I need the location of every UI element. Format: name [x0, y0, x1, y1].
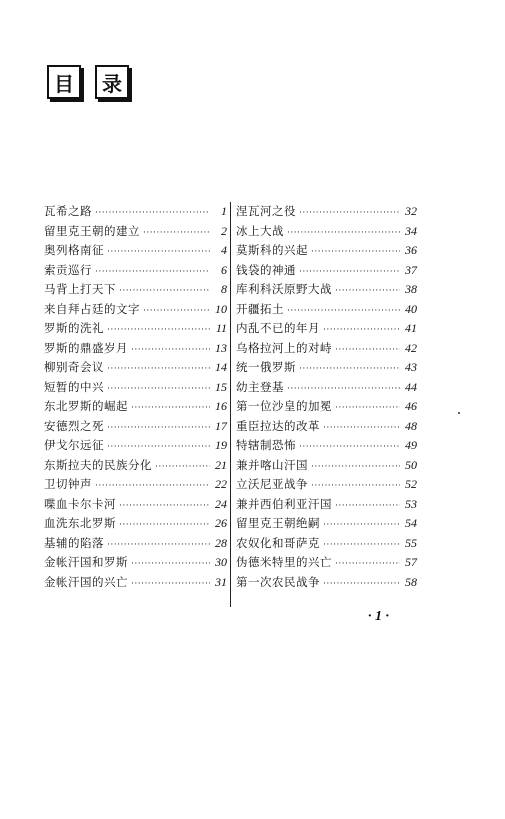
- toc-entry-page: 10: [215, 301, 227, 316]
- toc-entry: [236, 202, 417, 222]
- toc-entry-page: 48: [405, 418, 417, 433]
- toc-entry: [44, 202, 227, 222]
- dot-leader: [335, 399, 400, 419]
- toc-entry-title: 伊戈尔远征: [44, 438, 104, 452]
- toc-entry: [44, 417, 227, 437]
- dot-leader: [131, 575, 210, 595]
- toc-entry-page: 41: [405, 321, 417, 335]
- dot-leader: [311, 243, 400, 263]
- dot-leader: [131, 399, 210, 419]
- toc-entry: [236, 378, 417, 398]
- dot-leader: [119, 497, 210, 517]
- toc-entry: [236, 514, 417, 534]
- toc-entry-title: 统一俄罗斯: [236, 360, 296, 374]
- toc-entry-title: 基辅的陷落: [44, 535, 104, 550]
- toc-entry-title: 金帐汗国和罗斯: [44, 555, 128, 569]
- toc-entry: [236, 339, 417, 359]
- toc-entry-page: 16: [215, 399, 227, 413]
- toc-entry-title: 罗斯的洗礼: [44, 321, 104, 335]
- toc-entry-page: 15: [215, 379, 227, 394]
- toc-entry-page: 50: [405, 457, 417, 472]
- toc-entry-title: 卫切钟声: [44, 477, 92, 491]
- toc-entry: [44, 319, 227, 339]
- toc-entry-page: 6: [221, 262, 227, 277]
- toc-entry-title: 血洗东北罗斯: [44, 516, 116, 530]
- toc-entry-title: 罗斯的鼎盛岁月: [44, 340, 128, 355]
- toc-entry: [44, 261, 227, 281]
- toc-entry-page: 42: [405, 340, 417, 355]
- toc-entry-title: 来自拜占廷的文字: [44, 301, 140, 316]
- toc-entry: [44, 339, 227, 359]
- dot-leader: [323, 516, 400, 536]
- toc-entry-title: 伪德米特里的兴亡: [236, 555, 332, 569]
- toc-entry: [44, 534, 227, 554]
- toc-entry-page: 49: [405, 438, 417, 452]
- toc-entry-title: 兼并西伯利亚汗国: [236, 496, 332, 511]
- toc-entry: [236, 358, 417, 378]
- toc-entry: [44, 495, 227, 515]
- title-char: 目: [54, 71, 74, 96]
- toc-entry-page: 22: [215, 477, 227, 491]
- toc-entry-title: 幼主登基: [236, 379, 284, 394]
- toc-entry-title: 重臣拉达的改革: [236, 418, 320, 433]
- toc-entry-title: 安德烈之死: [44, 418, 104, 433]
- dot-leader: [311, 458, 400, 478]
- toc-entry: [236, 534, 417, 554]
- toc-entry-page: 53: [405, 496, 417, 511]
- toc-entry-title: 留里克王朝的建立: [44, 223, 140, 238]
- toc-entry: [44, 456, 227, 476]
- toc-entry-page: 58: [405, 574, 417, 589]
- toc-entry-page: 21: [215, 457, 227, 472]
- toc-entry-page: 1: [221, 204, 227, 218]
- toc-entry-page: 2: [221, 223, 227, 238]
- dot-leader: [299, 360, 400, 380]
- toc-entry: [44, 300, 227, 320]
- toc-entry-page: 37: [405, 262, 417, 277]
- toc-entry-title: 喋血卡尔卡河: [44, 496, 116, 511]
- toc-entry-title: 第一次农民战争: [236, 574, 320, 589]
- dot-leader: [323, 575, 400, 595]
- toc-entry-page: 44: [405, 379, 417, 394]
- dot-leader: [131, 341, 210, 361]
- page-number: · 1 ·: [368, 609, 389, 624]
- toc-entry: [236, 280, 417, 300]
- toc-entry-title: 东北罗斯的崛起: [44, 399, 128, 413]
- toc-entry-page: 52: [405, 477, 417, 491]
- toc-entry: [44, 436, 227, 456]
- dot-leader: [131, 555, 210, 575]
- dot-leader: [143, 224, 210, 244]
- dot-leader: [335, 497, 400, 517]
- title-char: 录: [102, 71, 122, 96]
- title-char-box: [95, 65, 129, 99]
- toc-entry: [236, 397, 417, 417]
- toc-entry: [236, 300, 417, 320]
- toc-entry-page: 57: [405, 555, 417, 569]
- dot-leader: [335, 555, 400, 575]
- toc-entry-page: 17: [215, 418, 227, 433]
- toc-entry-title: 涅瓦河之役: [236, 204, 296, 218]
- toc-entry-title: 开疆拓土: [236, 301, 284, 316]
- dot-leader: [299, 204, 400, 224]
- toc-entry: [236, 495, 417, 515]
- toc-entry: [236, 456, 417, 476]
- dot-leader: [107, 243, 210, 263]
- toc-entry-title: 东斯拉夫的民族分化: [44, 457, 152, 472]
- toc-entry-title: 钱袋的神通: [236, 262, 296, 277]
- toc-entry: [236, 573, 417, 593]
- dot-leader: [119, 516, 210, 536]
- toc-entry-title: 短暂的中兴: [44, 379, 104, 394]
- toc-entry-page: 55: [405, 535, 417, 550]
- toc-entry-page: 30: [215, 555, 227, 569]
- toc-entry-page: 32: [405, 204, 417, 218]
- toc-entry-title: 乌格拉河上的对峙: [236, 340, 332, 355]
- toc-entry-page: 14: [215, 360, 227, 374]
- toc-entry-page: 43: [405, 360, 417, 374]
- toc-entry-page: 31: [215, 574, 227, 589]
- toc-entry: [236, 319, 417, 339]
- toc-entry-page: 13: [215, 340, 227, 355]
- toc-entry-page: 40: [405, 301, 417, 316]
- toc-entry-page: 46: [405, 399, 417, 413]
- toc-entry: [44, 573, 227, 593]
- toc-entry-title: 农奴化和哥萨克: [236, 535, 320, 550]
- toc-left-column: [44, 202, 227, 592]
- dot-leader: [107, 360, 210, 380]
- scan-speck: [458, 412, 460, 414]
- dot-leader: [143, 302, 210, 322]
- toc-entry: [44, 514, 227, 534]
- toc-entry-page: 26: [215, 516, 227, 530]
- toc-right-column: [236, 202, 417, 592]
- toc-entry-title: 柳别奇会议: [44, 360, 104, 374]
- title-char-box: [47, 65, 81, 99]
- toc-entry-page: 34: [405, 223, 417, 238]
- toc-entry-page: 11: [215, 321, 227, 335]
- dot-leader: [323, 536, 400, 556]
- toc-entry-page: 24: [215, 496, 227, 511]
- dot-leader: [155, 458, 210, 478]
- toc-entry-title: 兼并喀山汗国: [236, 457, 308, 472]
- toc-entry-title: 冰上大战: [236, 223, 284, 238]
- toc-entry-page: 28: [215, 535, 227, 550]
- toc-entry: [236, 436, 417, 456]
- toc-entry: [44, 222, 227, 242]
- dot-leader: [335, 282, 400, 302]
- toc-entry-title: 第一位沙皇的加冕: [236, 399, 332, 413]
- toc-entry: [44, 378, 227, 398]
- toc-entry: [44, 397, 227, 417]
- toc-entry: [44, 241, 227, 261]
- toc-entry-page: 36: [405, 243, 417, 257]
- toc-entry-title: 马背上打天下: [44, 282, 116, 296]
- toc-entry: [236, 417, 417, 437]
- toc-entry-page: 54: [405, 516, 417, 530]
- toc-entry: [236, 475, 417, 495]
- toc-entry-title: 金帐汗国的兴亡: [44, 574, 128, 589]
- toc-entry: [236, 241, 417, 261]
- toc-entry: [44, 553, 227, 573]
- toc-entry: [236, 261, 417, 281]
- toc-entry-page: 38: [405, 282, 417, 296]
- toc-entry: [44, 280, 227, 300]
- dot-leader: [323, 321, 400, 341]
- toc-entry: [44, 358, 227, 378]
- toc-entry-page: 19: [215, 438, 227, 452]
- toc-entry-title: 特辖制恐怖: [236, 438, 296, 452]
- toc-entry-title: 莫斯科的兴起: [236, 243, 308, 257]
- toc-entry-title: 瓦希之路: [44, 204, 92, 218]
- dot-leader: [323, 419, 400, 439]
- toc-entry-title: 立沃尼亚战争: [236, 477, 308, 491]
- toc-entry-title: 库利科沃原野大战: [236, 282, 332, 296]
- toc-entry-title: 留里克王朝绝嗣: [236, 516, 320, 530]
- toc-entry: [236, 222, 417, 242]
- dot-leader: [107, 419, 210, 439]
- toc-entry-title: 奥列格南征: [44, 243, 104, 257]
- column-divider: [230, 202, 231, 607]
- toc-entry: [44, 475, 227, 495]
- toc-entry: [236, 553, 417, 573]
- dot-leader: [335, 341, 400, 361]
- toc-entry-title: 内乱不已的年月: [236, 321, 320, 335]
- toc-entry-page: 8: [221, 282, 227, 296]
- toc-entry-title: 索贡巡行: [44, 262, 92, 277]
- dot-leader: [299, 438, 400, 458]
- toc-entry-page: 4: [221, 243, 227, 257]
